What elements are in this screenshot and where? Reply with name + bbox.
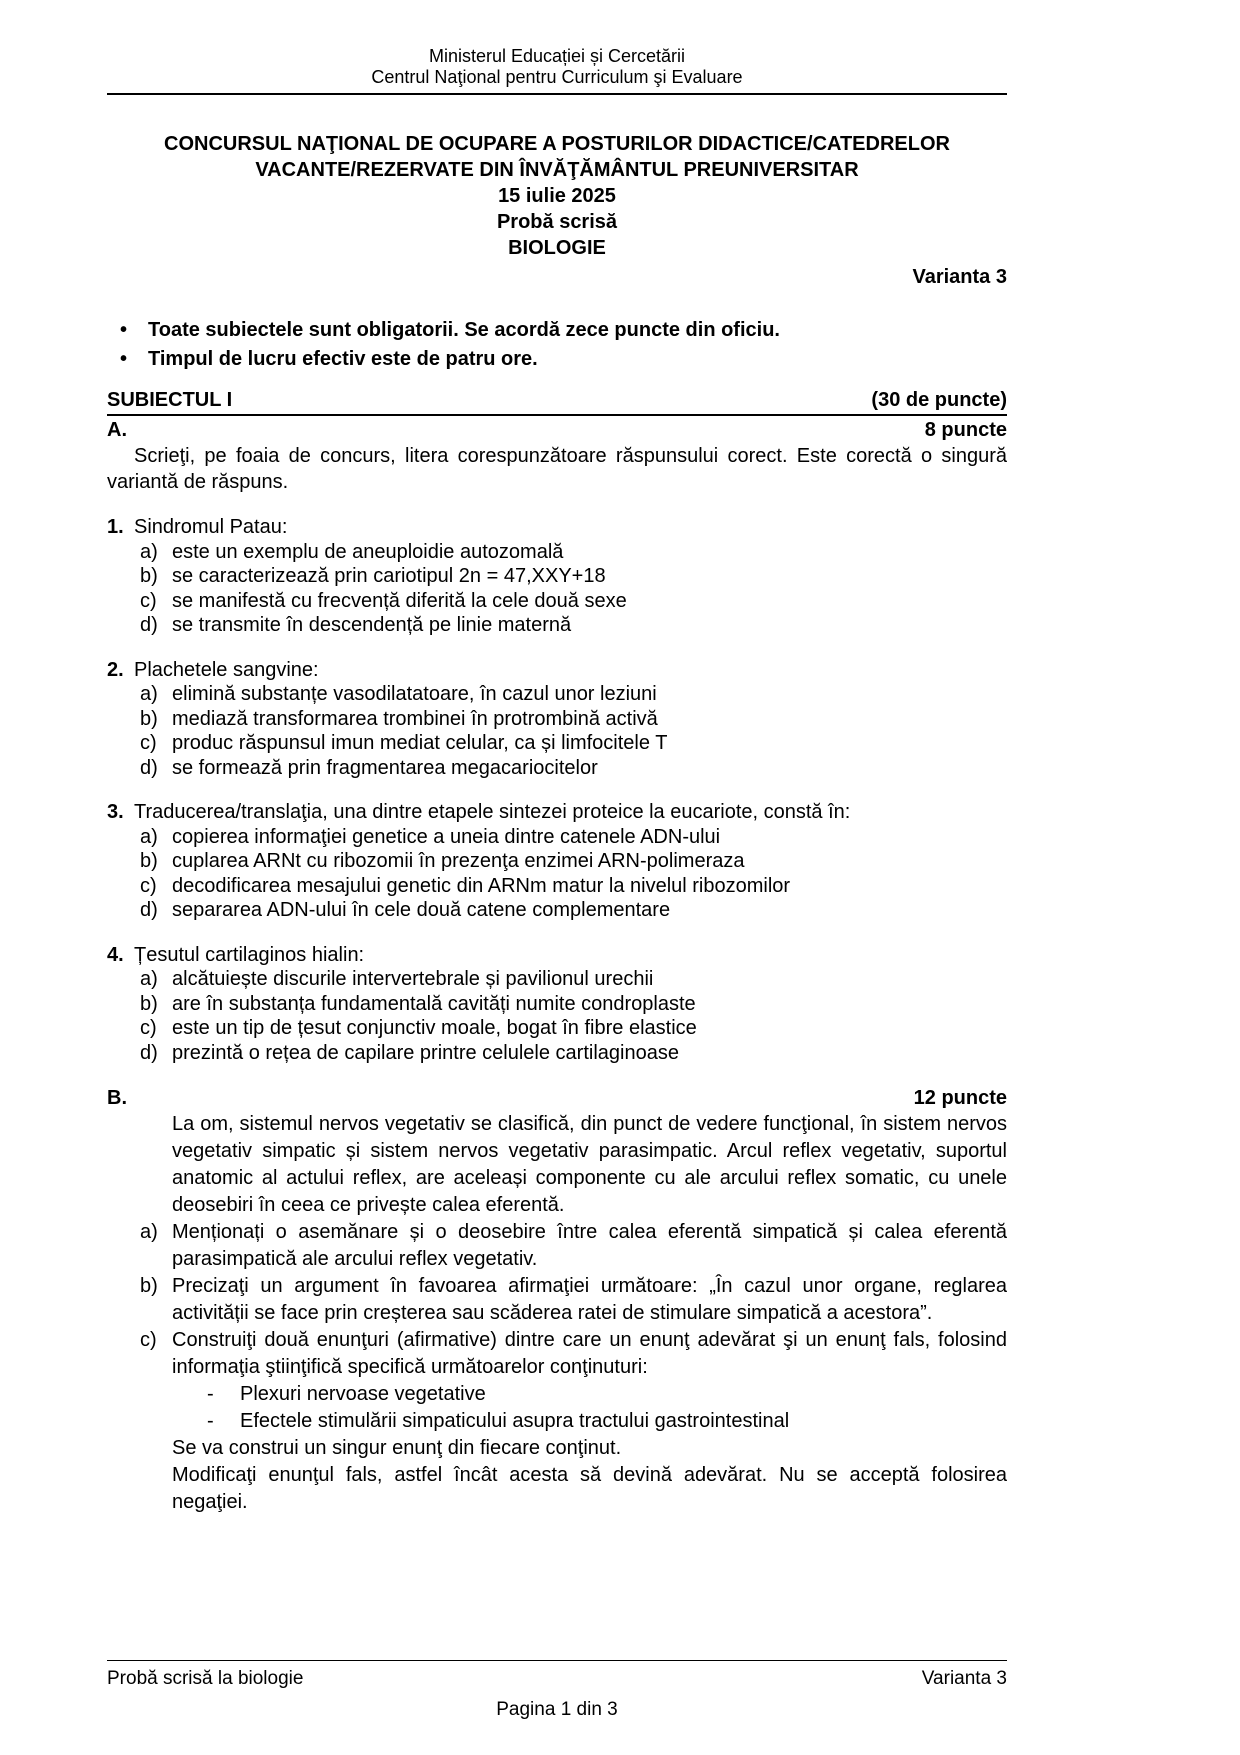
bullet-text: Plexuri nervoase vegetative xyxy=(240,1383,486,1405)
question-4-option-a xyxy=(107,967,1007,992)
section-b-label: B. xyxy=(107,1087,127,1109)
question-2-option-d xyxy=(107,756,1007,781)
option-text: este un tip de țesut conjunctiv moale, bogat în fibre elastice xyxy=(172,1017,697,1039)
question-1-text: Sindromul Patau: xyxy=(134,516,288,538)
exam-date: 15 iulie 2025 xyxy=(498,185,616,207)
option-letter: d) xyxy=(140,756,158,779)
item-text: Construiţi două enunţuri (afirmative) dintre care un enunţ adevărat şi un enunţ fals, folosind informaţia ştiinţifică specifică următoarelor conţinuturi: xyxy=(172,1329,1007,1378)
document-header xyxy=(107,0,1007,88)
question-4-option-d xyxy=(107,1041,1007,1066)
bullet-text: Efectele stimulării simpaticului asupra tractului gastrointestinal xyxy=(240,1410,790,1432)
option-text: se formează prin fragmentarea megacariocitelor xyxy=(172,756,598,779)
question-2 xyxy=(107,658,1007,781)
section-a-heading xyxy=(107,417,1007,443)
contest-title-line1: CONCURSUL NAŢIONAL DE OCUPARE A POSTURILOR DIDACTICE/CATEDRELOR xyxy=(164,133,950,155)
option-letter: a) xyxy=(140,968,158,990)
option-letter: a) xyxy=(140,825,158,848)
subject1-heading xyxy=(107,388,1007,416)
header-divider xyxy=(107,93,1007,95)
question-1-number: 1. xyxy=(107,516,124,538)
section-b-note-2: Modificaţi enunţul fals, astfel încât acesta să devină adevărat. Nu se acceptă folosirea negaţiei. xyxy=(172,1464,1007,1513)
question-2-text: Plachetele sangvine: xyxy=(134,658,319,681)
center-title: Centrul Naţional pentru Curriculum şi Evaluare xyxy=(371,67,743,87)
question-2-number: 2. xyxy=(107,658,124,681)
option-letter: d) xyxy=(140,1041,158,1064)
page-footer xyxy=(107,1660,1007,1721)
option-text: se manifestă cu frecvență diferită la cele două sexe xyxy=(172,589,627,612)
section-a-intro: Scrieţi, pe foaia de concurs, litera corespunzătoare răspunsului corect. Este corectă o singură variantă de răspuns. xyxy=(107,445,1007,493)
option-letter: c) xyxy=(140,732,157,754)
question-2-option-c xyxy=(107,731,1007,756)
option-text: separarea ADN-ului în cele două catene complementare xyxy=(172,899,671,921)
option-text: copierea informaţiei genetice a uneia dintre catenele ADN-ului xyxy=(172,825,721,848)
section-b-body xyxy=(107,1111,1007,1516)
section-a-label: A. xyxy=(107,419,127,441)
question-4 xyxy=(107,943,1007,1066)
question-3-option-d xyxy=(107,898,1007,923)
subject1-points: (30 de puncte) xyxy=(871,389,1007,411)
section-b-item-a xyxy=(107,1219,1007,1273)
page-content xyxy=(107,0,1007,1516)
note-duration: • Timpul de lucru efectiv este de patru ore. xyxy=(107,345,1007,374)
subject1-title: SUBIECTUL I xyxy=(107,389,233,411)
ministry-title: Ministerul Educației și Cercetării xyxy=(428,46,686,66)
option-text: mediază transformarea trombinei în protrombină activă xyxy=(172,707,658,730)
question-1-stem xyxy=(107,515,1007,540)
question-2-option-a xyxy=(107,682,1007,707)
option-letter: a) xyxy=(140,683,158,705)
option-letter: d) xyxy=(140,899,158,921)
option-letter: c) xyxy=(140,589,157,612)
option-text: decodificarea mesajului genetic din ARNm matur la nivelul ribozomilor xyxy=(172,874,791,897)
option-letter: b) xyxy=(140,565,158,587)
question-3-option-b xyxy=(107,849,1007,874)
item-text: Menționați o asemănare și o deosebire între calea eferentă simpatică și calea eferentă parasimpatică ale arcului reflex vegetativ. xyxy=(172,1221,1007,1270)
section-b-points: 12 puncte xyxy=(913,1087,1007,1109)
note-obligatory: • Toate subiectele sunt obligatorii. Se acordă zece puncte din oficiu. xyxy=(107,316,1007,345)
question-4-option-b xyxy=(107,992,1007,1017)
item-letter: b) xyxy=(140,1275,158,1297)
question-2-option-b xyxy=(107,707,1007,732)
footer-exam-label: Probă scrisă la biologie xyxy=(107,1668,304,1689)
option-text: are în substanța fundamentală cavități numite condroplaste xyxy=(172,992,696,1015)
option-text: produc răspunsul imun mediat celular, ca și limfocitele T xyxy=(172,732,668,754)
dash-marker: - xyxy=(207,1383,214,1405)
section-b-content-bullet-2 xyxy=(107,1408,1007,1435)
option-letter: c) xyxy=(140,874,157,897)
dash-marker: - xyxy=(207,1410,214,1432)
option-text: cuplarea ARNt cu ribozomii în prezenţa enzimei ARN-polimeraza xyxy=(172,850,745,872)
question-3-stem xyxy=(107,800,1007,825)
section-a-points: 8 puncte xyxy=(924,419,1007,441)
option-letter: a) xyxy=(140,540,158,563)
question-1-option-b xyxy=(107,564,1007,589)
question-1 xyxy=(107,515,1007,638)
footer-row xyxy=(107,1661,1007,1690)
section-b-note-1: Se va construi un singur enunţ din fiecare conţinut. xyxy=(172,1437,622,1459)
exam-type: Probă scrisă xyxy=(496,211,618,233)
exam-subject: BIOLOGIE xyxy=(508,237,606,259)
section-b-intro: La om, sistemul nervos vegetativ se clasifică, din punct de vedere funcţional, în sistem nervos vegetativ simpatic și sistem nervos vegetativ parasimpatic. Arcul reflex vegetativ, suportul anatomic al actului reflex, are aceleași componente cu ale arcului reflex somatic, cu unele deosebiri în ceea ce privește calea eferentă. xyxy=(172,1113,1007,1216)
question-3-text: Traducerea/translaţia, una dintre etapele sintezei proteice la eucariote, constă în: xyxy=(134,801,851,823)
option-letter: b) xyxy=(140,992,158,1015)
section-b-item-c xyxy=(107,1327,1007,1381)
footer-variant-label: Varianta 3 xyxy=(921,1668,1007,1689)
question-4-number: 4. xyxy=(107,943,124,966)
question-4-option-c xyxy=(107,1016,1007,1041)
section-b-content-bullet-1 xyxy=(107,1381,1007,1408)
item-text: Precizaţi un argument în favoarea afirmaţiei următoare: „În cazul unor organe, reglarea activității se face prin creșterea sau scăderea ratei de stimulare simpatică a acestora”. xyxy=(172,1275,1007,1324)
contest-title-line2: VACANTE/REZERVATE DIN ÎNVĂŢĂMÂNTUL PREUNIVERSITAR xyxy=(255,159,859,181)
general-notes xyxy=(107,316,1007,374)
footer-page-number: Pagina 1 din 3 xyxy=(496,1699,618,1720)
option-letter: b) xyxy=(140,707,158,730)
option-text: alcătuiește discurile intervertebrale și pavilionul urechii xyxy=(172,968,654,990)
section-b-item-b xyxy=(107,1273,1007,1327)
option-text: este un exemplu de aneuploidie autozomală xyxy=(172,540,564,563)
question-4-stem xyxy=(107,943,1007,968)
option-text: se caracterizează prin cariotipul 2n = 47,XXY+18 xyxy=(172,565,606,587)
question-3-number: 3. xyxy=(107,801,124,823)
option-letter: c) xyxy=(140,1017,157,1039)
question-3-option-a xyxy=(107,825,1007,850)
option-letter: d) xyxy=(140,614,158,636)
question-1-option-c xyxy=(107,589,1007,614)
variant-label: Varianta 3 xyxy=(912,266,1007,288)
title-block xyxy=(107,131,1007,261)
question-1-option-a xyxy=(107,540,1007,565)
option-letter: b) xyxy=(140,850,158,872)
item-letter: c) xyxy=(140,1329,157,1351)
section-b-heading xyxy=(107,1085,1007,1111)
option-text: elimină substanțe vasodilatatoare, în cazul unor leziuni xyxy=(172,683,657,705)
question-4-text: Țesutul cartilaginos hialin: xyxy=(134,943,365,966)
question-3 xyxy=(107,800,1007,923)
item-letter: a) xyxy=(140,1221,158,1243)
option-text: prezintă o rețea de capilare printre celulele cartilaginoase xyxy=(172,1041,679,1064)
question-2-stem xyxy=(107,658,1007,683)
option-text: se transmite în descendență pe linie maternă xyxy=(172,614,572,636)
question-3-option-c xyxy=(107,874,1007,899)
question-1-option-d xyxy=(107,613,1007,638)
